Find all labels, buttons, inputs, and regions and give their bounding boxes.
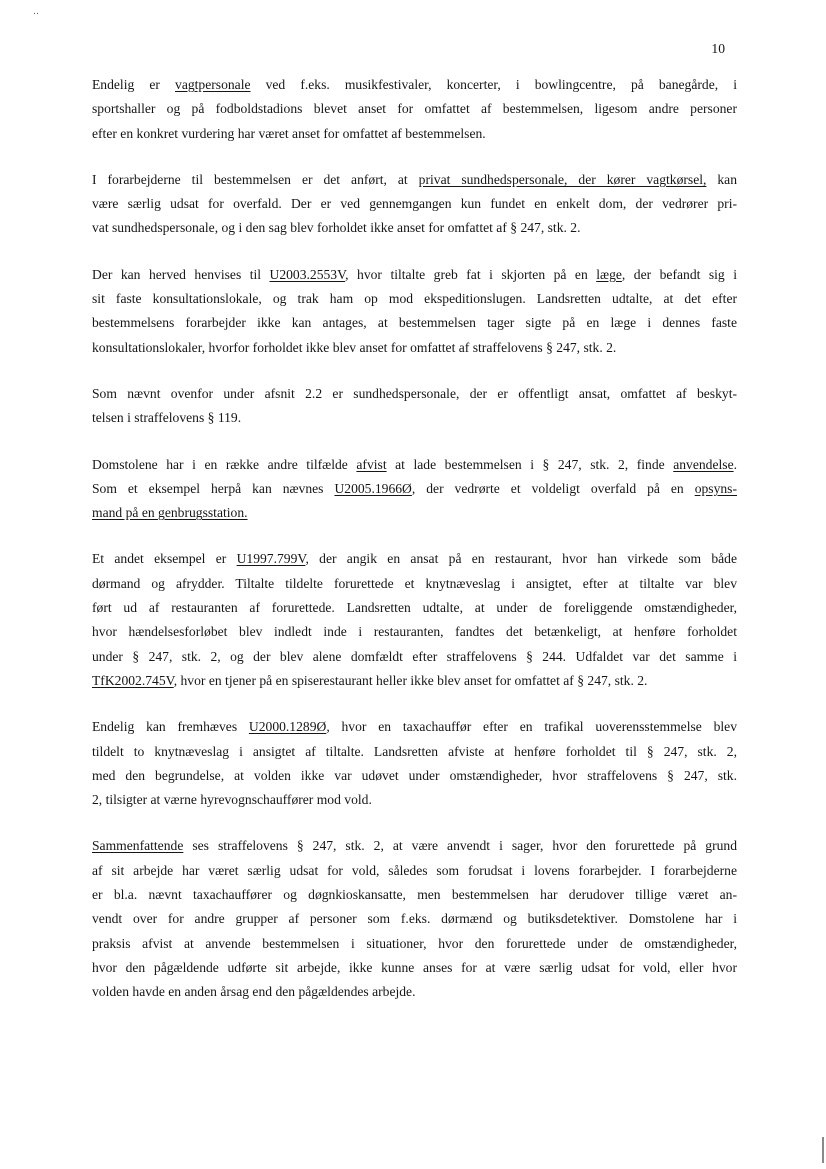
paragraph [92, 547, 737, 693]
text-line [92, 547, 737, 571]
text-run: , hvor en tjener på en spiserestaurant heller ikke blev anset for omfattet af § 247, stk. 2. [173, 672, 648, 688]
text-line [92, 97, 737, 121]
text-line [92, 122, 737, 146]
text-line [92, 168, 737, 192]
text-line [92, 501, 737, 525]
text-line [92, 572, 737, 596]
text-run: bestemmelsens forarbejder ikke kan antages, at bestemmelsen tager sigte på en læge i dennes faste [92, 315, 737, 331]
text-line [92, 620, 737, 644]
scan-artifact-top-left: ‥ [33, 6, 40, 16]
text-run: , der vedrørte et voldeligt overfald på en [411, 480, 695, 496]
text-run: praksis afvist at anvende bestemmelsen i situationer, hvor den forurettede under de omstændigheder, [92, 935, 737, 951]
text-run: Et andet eksempel er [92, 551, 237, 567]
text-run: med den begrundelse, at volden ikke var udøvet under omstændigheder, hvor straffelovens § 247, stk. [92, 767, 737, 783]
paragraph [92, 382, 737, 431]
underlined-text: TfK2002.745V [92, 672, 174, 688]
text-line [92, 740, 737, 764]
page-number: 10 [711, 41, 725, 56]
text-line [92, 932, 737, 956]
text-run: vat sundhedspersonale, og i den sag blev forholdet ikke anset for omfattet af § 247, stk. 2. [92, 220, 581, 236]
text-run: Som et eksempel herpå kan nævnes [92, 480, 335, 496]
paragraph [92, 834, 737, 1004]
text-line [92, 788, 737, 812]
underlined-text: Sammenfattende [92, 838, 184, 854]
text-line [92, 382, 737, 406]
text-run: hvor den pågældende udførte sit arbejde, ikke kunne anses for at være særlig udsat for vold, eller hvor [92, 959, 737, 975]
text-line [92, 980, 737, 1004]
underlined-text: vagtpersonale [175, 77, 251, 92]
text-run: Endelig er [92, 77, 176, 92]
text-line [92, 956, 737, 980]
text-run: Der kan herved henvises til [92, 266, 270, 282]
text-run: ført ud af restauranten af forurettede. Landsretten udtalte, at under de foreliggende omstændigheder, [92, 600, 737, 616]
text-run: vendt over for andre grupper af personer som f.eks. dørmænd og butiksdetektiver. Domstolene har i [92, 911, 737, 927]
text-line [92, 406, 737, 430]
underlined-text: afvist [356, 456, 387, 472]
text-run: , der angik en ansat på en restaurant, hvor han virkede som både [305, 551, 737, 567]
text-run: være særlig udsat for overfald. Der er ved gennemgangen kun fundet en enkelt dom, der vedrører pri- [92, 196, 737, 212]
underlined-text: anvendelse [673, 456, 734, 472]
paragraph [92, 715, 737, 812]
underlined-text: U2000.1289Ø [248, 719, 327, 735]
text-run: dørmand og afrydder. Tiltalte tildelte forurettede et knytnæveslag i ansigtet, efter at tiltalte var blev [92, 575, 737, 591]
paragraph [92, 168, 737, 241]
paragraph [92, 263, 737, 360]
text-run: hvor hændelsesforløbet blev indledt inde i restauranten, fandtes det betænkeligt, at henføre forholdet [92, 624, 737, 640]
text-line [92, 311, 737, 335]
underlined-text: opsyns- [694, 480, 737, 496]
paragraph [92, 73, 737, 146]
text-run: at lade bestemmelsen i § 247, stk. 2, finde [386, 456, 674, 472]
text-run: , hvor tiltalte greb fat i skjorten på en [345, 266, 597, 282]
text-run: , hvor en taxachauffør efter en trafikal uoverensstemmelse blev [326, 719, 737, 735]
text-line [92, 859, 737, 883]
text-run: Som nævnt ovenfor under afsnit 2.2 er sundhedspersonale, der er offentligt ansat, omfattet af beskyt- [92, 385, 737, 401]
text-line [92, 477, 737, 501]
text-run: 2, tilsigter at værne hyrevognschauffører mod vold. [92, 792, 372, 808]
underlined-text: U2005.1966Ø [334, 480, 412, 496]
text-run: volden havde en anden årsag end den pågældendes arbejde. [92, 984, 416, 1000]
text-run: sportshaller og på fodboldstadions blevet anset for omfattet af bestemmelsen, ligesom andre personer [92, 101, 737, 117]
text-run: Domstolene har i en række andre tilfælde [92, 456, 357, 472]
scan-artifact-right-edge [822, 1137, 824, 1163]
text-line [92, 883, 737, 907]
text-line [92, 453, 737, 477]
text-line [92, 192, 737, 216]
text-run: tildelt to knytnæveslag i ansigtet af tiltalte. Landsretten afviste at henføre forholdet til § 247, stk. 2, [92, 743, 737, 759]
text-line [92, 596, 737, 620]
text-line [92, 263, 737, 287]
underlined-text: U2003.2553V [269, 266, 346, 282]
text-run: efter en konkret vurdering har været anset for omfattet af bestemmelsen. [92, 125, 486, 141]
text-line [92, 287, 737, 311]
underlined-text: privat sundhedspersonale, der kører vagtkørsel, [418, 171, 707, 187]
text-run: er bl.a. nævnt taxachauffører og døgnkioskansatte, men bestemmelsen har derudover tillige været an- [92, 887, 737, 903]
text-run: . [733, 456, 738, 472]
text-line [92, 834, 737, 858]
document-body [92, 73, 737, 1027]
text-line [92, 764, 737, 788]
underlined-text: læge [596, 266, 622, 282]
text-line [92, 669, 737, 693]
text-run: under § 247, stk. 2, og der blev alene domfældt efter straffelovens § 244. Udfaldet var det samme i [92, 648, 737, 664]
text-line [92, 336, 737, 360]
text-run: konsultationslokaler, hvorfor forholdet ikke blev anset for omfattet af straffelovens § 247, stk. 2. [92, 339, 617, 355]
text-run: I forarbejderne til bestemmelsen er det anført, at [92, 171, 419, 187]
text-line [92, 907, 737, 931]
text-run: , der befandt sig i [621, 266, 737, 282]
text-run: sit faste konsultationslokale, og trak ham op mod ekspeditionslugen. Landsretten udtalte, at det efter [92, 291, 737, 307]
text-line [92, 216, 737, 240]
text-run: telsen i straffelovens § 119. [92, 410, 242, 426]
text-run: af sit arbejde har været særlig udsat for vold, således som forudsat i lovens forarbejder. I forarbejderne [92, 862, 737, 878]
text-run: Endelig kan fremhæves [92, 719, 249, 735]
paragraph [92, 453, 737, 526]
text-line [92, 73, 737, 97]
underlined-text: mand på en genbrugsstation. [92, 505, 248, 521]
underlined-text: U1997.799V [236, 551, 306, 567]
text-line [92, 645, 737, 669]
text-run: kan [706, 171, 738, 187]
text-run: ved f.eks. musikfestivaler, koncerter, i bowlingcentre, på banegårde, i [250, 77, 737, 92]
text-line [92, 715, 737, 739]
text-run: ses straffelovens § 247, stk. 2, at være anvendt i sager, hvor den forurettede på grund [183, 838, 737, 854]
